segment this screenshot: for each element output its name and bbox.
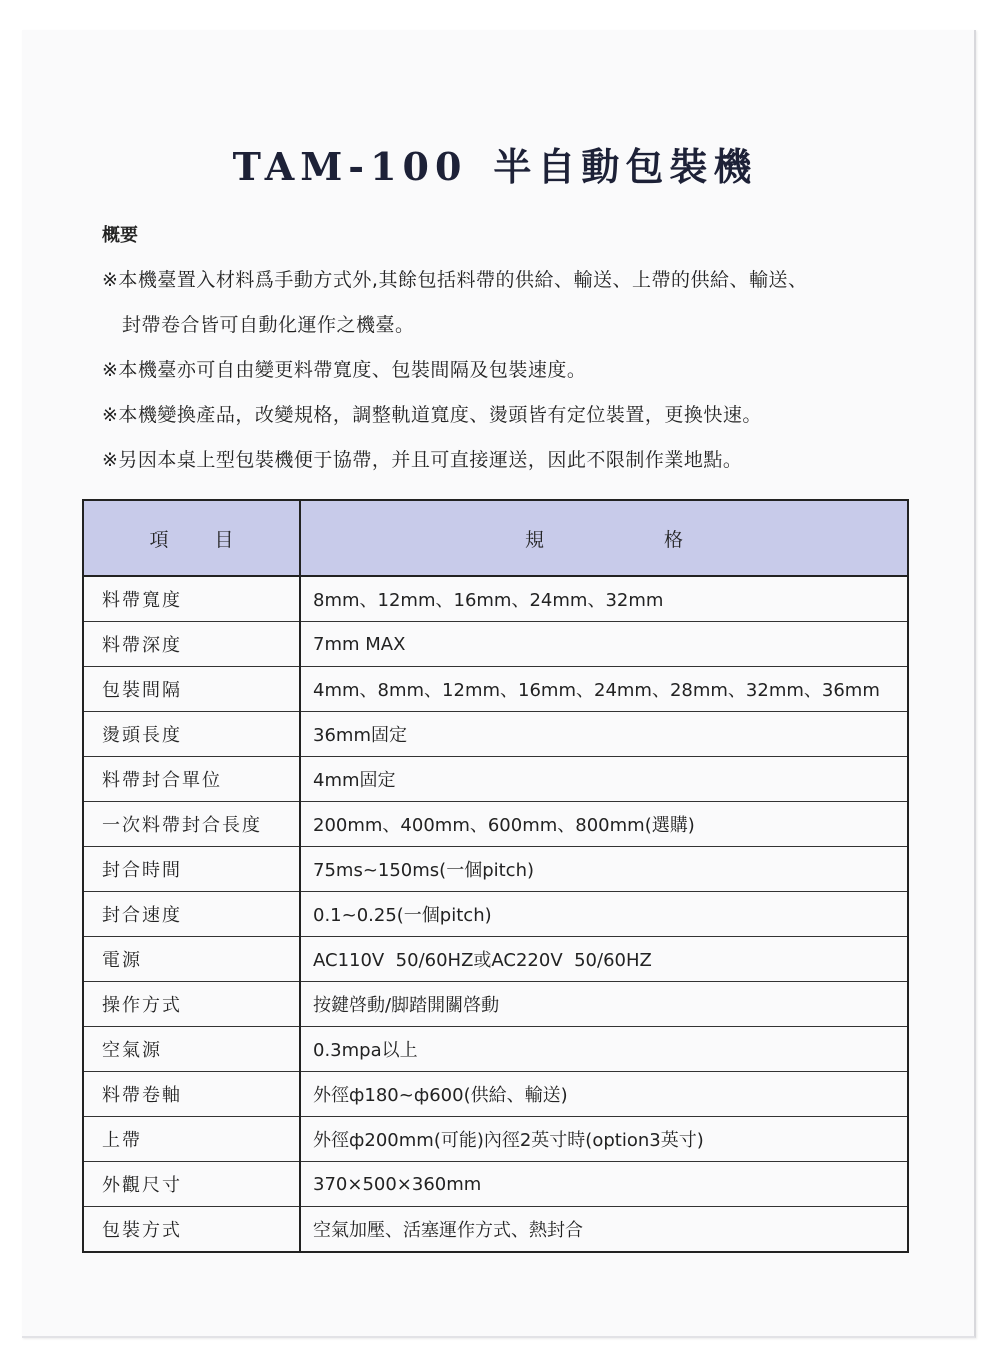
- row-item: 操作方式: [83, 982, 300, 1027]
- overview-heading: 概要: [102, 225, 138, 246]
- row-item: 封合速度: [83, 892, 300, 937]
- row-spec: 外徑ф180~ф600(供給、輸送): [300, 1072, 908, 1117]
- note-line: ※本機變換產品，改變規格，調整軌道寬度、燙頭皆有定位裝置，更換快速。: [102, 404, 762, 426]
- table-row: [83, 1207, 908, 1253]
- table-row: [83, 622, 908, 667]
- row-spec: 75ms~150ms(一個pitch): [300, 847, 908, 892]
- row-item: 料帶寬度: [83, 576, 300, 622]
- row-item: 一次料帶封合長度: [83, 802, 300, 847]
- row-item: 上帶: [83, 1117, 300, 1162]
- header-spec-char: 格: [664, 528, 684, 551]
- table-row: [83, 892, 908, 937]
- header-item-char: 項: [149, 528, 169, 551]
- row-item: 包裝間隔: [83, 667, 300, 712]
- row-item: 料帶封合單位: [83, 757, 300, 802]
- table-row: [83, 1027, 908, 1072]
- note-line: 封帶卷合皆可自動化運作之機臺。: [122, 314, 415, 336]
- header-item-char: 目: [214, 528, 234, 551]
- header-item: [83, 500, 300, 576]
- table-row: [83, 937, 908, 982]
- row-item: 料帶深度: [83, 622, 300, 667]
- row-spec: 0.3mpa以上: [300, 1027, 908, 1072]
- product-name: 半自動包裝機: [493, 144, 758, 189]
- table-row: [83, 847, 908, 892]
- row-spec: 0.1~0.25(一個pitch): [300, 892, 908, 937]
- table-header-row: [83, 500, 908, 576]
- table-row: [83, 757, 908, 802]
- table-row: [83, 1117, 908, 1162]
- row-item: 外觀尺寸: [83, 1162, 300, 1207]
- row-spec: 200mm、400mm、600mm、800mm(選購): [300, 802, 908, 847]
- table-row: [83, 712, 908, 757]
- table-row: [83, 576, 908, 622]
- table-row: [83, 1162, 908, 1207]
- model-number: TAM-100: [232, 144, 468, 189]
- table-row: [83, 982, 908, 1027]
- table-row: [83, 1072, 908, 1117]
- row-spec: 按鍵啓動/脚踏開關啓動: [300, 982, 908, 1027]
- row-spec: 7mm MAX: [300, 622, 908, 667]
- row-spec: 36mm固定: [300, 712, 908, 757]
- row-spec: 4mm、8mm、12mm、16mm、24mm、28mm、32mm、36mm: [300, 667, 908, 712]
- row-spec: 4mm固定: [300, 757, 908, 802]
- row-item: 電源: [83, 937, 300, 982]
- table-row: [83, 667, 908, 712]
- row-item: 空氣源: [83, 1027, 300, 1072]
- note-line: ※本機臺置入材料爲手動方式外,其餘包括料帶的供給、輸送、上帶的供給、輸送、: [102, 269, 808, 291]
- row-item: 封合時間: [83, 847, 300, 892]
- header-spec: [300, 500, 908, 576]
- note-line: ※另因本桌上型包裝機便于協帶，并且可直接運送，因此不限制作業地點。: [102, 449, 743, 471]
- table-row: [83, 802, 908, 847]
- spec-table: [82, 499, 909, 1253]
- row-spec: AC110V 50/60HZ或AC220V 50/60HZ: [300, 937, 908, 982]
- note-line: ※本機臺亦可自由變更料帶寬度、包裝間隔及包裝速度。: [102, 359, 587, 381]
- page-title: [0, 136, 990, 191]
- row-item: 料帶卷軸: [83, 1072, 300, 1117]
- row-spec: 370×500×360mm: [300, 1162, 908, 1207]
- row-spec: 外徑ф200mm(可能)內徑2英寸時(option3英寸): [300, 1117, 908, 1162]
- row-item: 包裝方式: [83, 1207, 300, 1253]
- overview-notes: [102, 258, 922, 483]
- row-spec: 空氣加壓、活塞運作方式、熱封合: [300, 1207, 908, 1253]
- row-item: 燙頭長度: [83, 712, 300, 757]
- header-spec-char: 規: [524, 528, 544, 551]
- row-spec: 8mm、12mm、16mm、24mm、32mm: [300, 576, 908, 622]
